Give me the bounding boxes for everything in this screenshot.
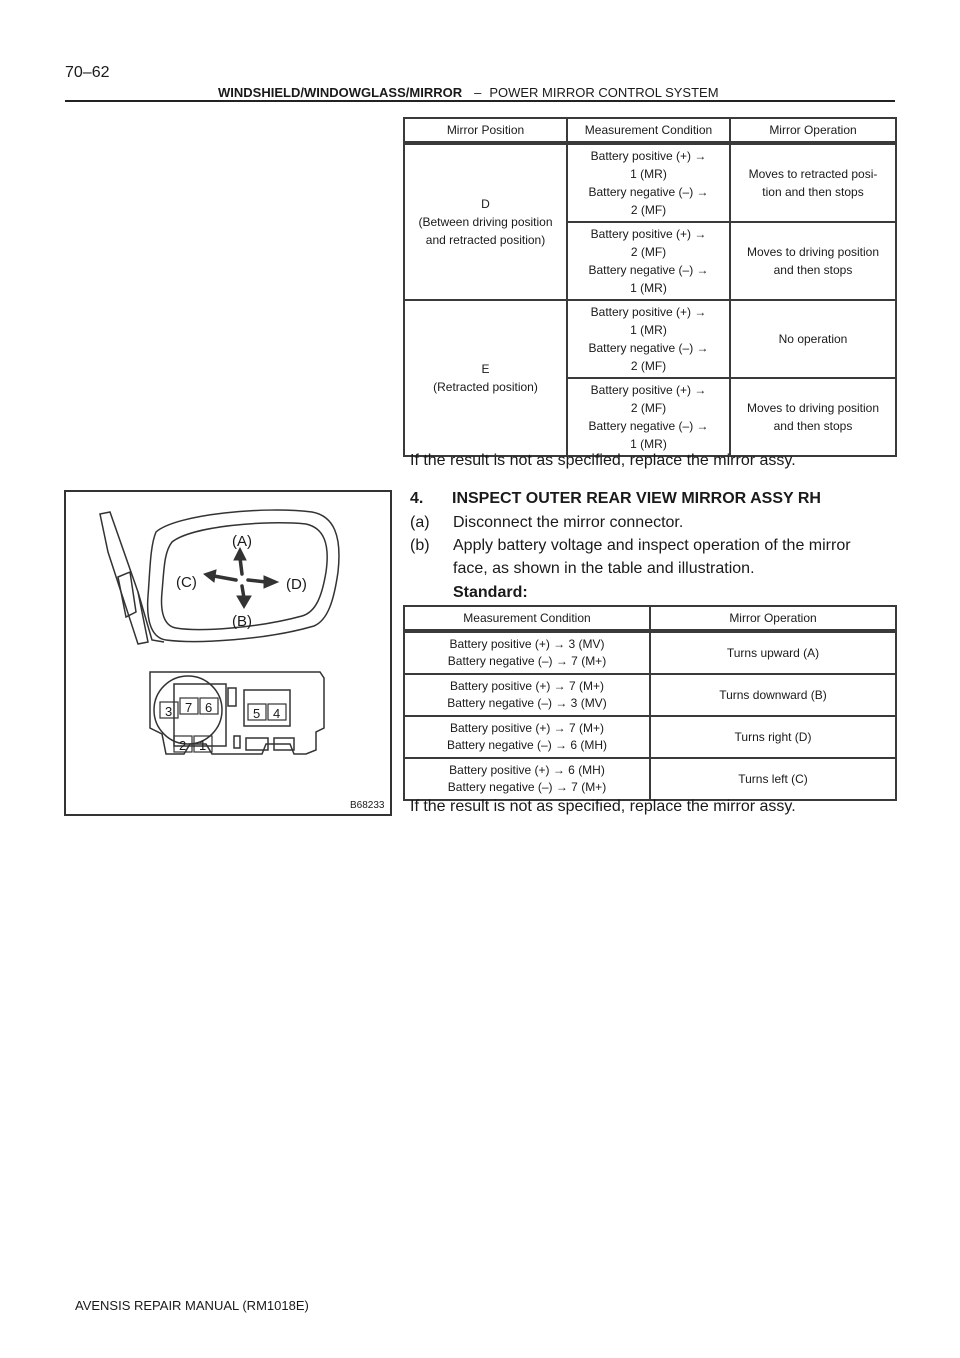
table-row [404,674,896,716]
cell-line: Battery positive (+) → 7 (M+) [449,679,605,693]
condition-cell [567,143,730,222]
label-a: (A) [232,533,252,550]
cell-line: (Between driving position [418,215,553,229]
page-number: 70–62 [65,64,110,81]
operation-cell: Turns downward (B) [650,674,896,716]
cell-line: Battery positive (+) → 3 (MV) [449,637,605,651]
step-heading [410,488,821,510]
cell-line: 1 (MR) [630,281,667,295]
condition-cell [404,758,650,800]
arrow-right-icon [264,576,278,588]
cell-line: and then stops [773,263,853,277]
cell-line: Battery negative (–) → 3 (MV) [447,696,607,710]
pin-4-label: 4 [273,706,281,721]
header-title [218,85,719,100]
substep-a [410,512,683,534]
cell-line: tion and then stops [762,185,864,199]
table-row [404,758,896,800]
cell-line: Battery positive (+) → 7 (M+) [449,721,605,735]
illustration-code: B68233 [350,800,385,811]
connector-slot [234,736,240,748]
condition-cell [567,300,730,378]
cell-line: Battery negative (–) → 7 (M+) [447,780,607,794]
column-header: Mirror Operation [730,118,896,143]
cell-line: E [481,362,490,376]
label-c: (C) [176,574,197,591]
result-note: If the result is not as specified, replace the mirror assy. [410,452,796,469]
header-subsection: POWER MIRROR CONTROL SYSTEM [489,85,719,100]
condition-cell [567,222,730,300]
substep-b [410,535,851,557]
standard-label: Standard: [453,584,528,601]
cell-line: 1 (MR) [630,323,667,337]
pin-7-label: 7 [185,700,193,715]
substep-label: (a) [410,514,430,531]
mirror-operation-table [403,605,897,801]
pin-5-label: 5 [253,706,261,721]
cell-line: Battery negative (–) → [588,419,709,433]
column-header: Measurement Condition [567,118,730,143]
cell-line: and then stops [773,419,853,433]
cell-line: 2 (MF) [630,359,667,373]
cell-line: 2 (MF) [630,245,667,259]
cell-line: 2 (MF) [630,401,667,415]
cell-line: Battery negative (–) → [588,341,709,355]
substep-b-continued: face, as shown in the table and illustration. [453,560,755,577]
mirror-retract-table [403,117,897,457]
arrow-left-icon [204,570,216,582]
substep-label: (b) [410,537,430,554]
operation-cell [730,378,896,456]
operation-cell: Turns right (D) [650,716,896,758]
cell-line: Battery positive (+) → 6 (MH) [449,763,605,777]
operation-cell: Turns upward (A) [650,631,896,674]
pin-6-label: 6 [205,700,213,715]
step-number: 4. [410,490,424,507]
condition-cell [567,378,730,456]
step-title: INSPECT OUTER REAR VIEW MIRROR ASSY RH [452,490,821,507]
cell-line: (Retracted position) [433,380,538,394]
table-row [404,716,896,758]
cell-line: Battery negative (–) → 6 (MH) [446,738,608,752]
table-header-row [404,118,896,143]
cell-line: Battery positive (+) → [590,305,707,319]
mirror-illustration [64,490,392,816]
cell-line: Battery positive (+) → [590,149,707,163]
arrow-left-shaft [214,576,236,580]
cell-line: Moves to retracted posi- [748,167,878,181]
operation-cell [730,222,896,300]
cell-line: No operation [778,332,848,346]
column-header: Measurement Condition [404,606,650,631]
result-note: If the result is not as specified, replace the mirror assy. [410,798,796,815]
operation-cell [730,300,896,378]
header-separator: – [474,85,482,100]
pin-3-label: 3 [165,704,173,719]
condition-cell [404,631,650,674]
footer: AVENSIS REPAIR MANUAL (RM1018E) [75,1298,309,1313]
cell-line: Moves to driving position [746,245,880,259]
cell-line: Battery negative (–) → [588,185,709,199]
cell-line: Moves to driving position [746,401,880,415]
cell-line: 1 (MR) [630,437,667,451]
label-b: (B) [232,613,252,630]
pin-2-label: 2 [179,738,187,753]
table-row [404,143,896,222]
mirror-position-cell [404,300,567,456]
cell-line: Battery negative (–) → [588,263,709,277]
condition-cell [404,674,650,716]
mirror-position-cell [404,143,567,300]
cell-line: Battery positive (+) → [590,227,707,241]
cell-line: 2 (MF) [630,203,667,217]
cell-line: 1 (MR) [630,167,667,181]
table-row [404,300,896,378]
table-row [404,631,896,674]
cell-line: D [481,197,490,211]
operation-cell: Turns left (C) [650,758,896,800]
operation-cell [730,143,896,222]
header-rule [65,100,895,102]
direction-arrows [204,548,278,608]
cell-line: and retracted position) [425,233,546,247]
substep-text: Disconnect the mirror connector. [453,514,684,531]
column-header: Mirror Position [404,118,567,143]
substep-text: Apply battery voltage and inspect operation of the mirror [453,537,851,554]
cell-line: Battery positive (+) → [590,383,707,397]
mirror-arm-edge [138,592,164,642]
header-section: WINDSHIELD/WINDOWGLASS/MIRROR [218,85,463,100]
column-header: Mirror Operation [650,606,896,631]
arrow-down-icon [237,596,251,608]
condition-cell [404,716,650,758]
label-d: (D) [286,576,307,593]
table-header-row [404,606,896,631]
mirror-arm [100,512,148,644]
cell-line: Battery negative (–) → 7 (M+) [447,654,607,668]
mirror-diagram [66,492,390,814]
connector-latch [228,688,236,706]
arrow-right-shaft [248,580,266,582]
pin-1-label: 1 [199,738,207,753]
